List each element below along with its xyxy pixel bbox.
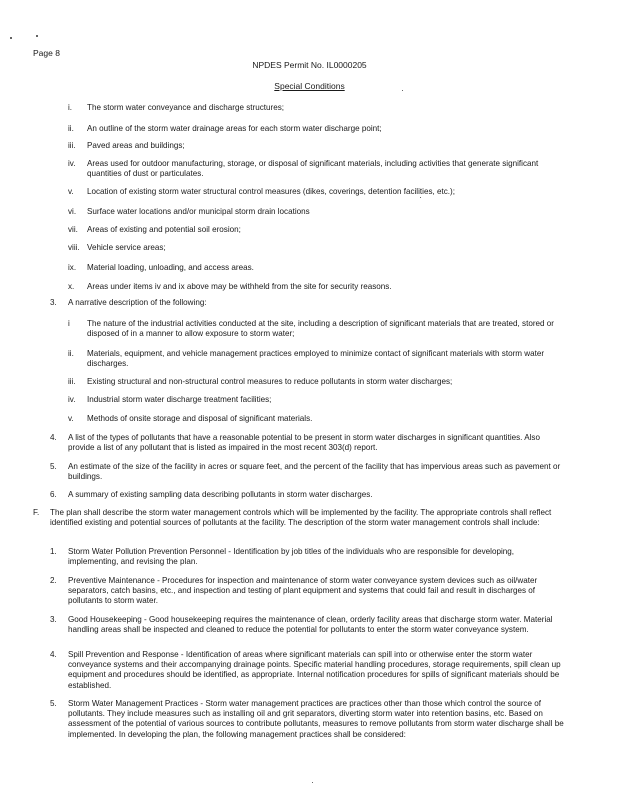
scan-speck	[36, 35, 38, 37]
list-item: Storm Water Pollution Prevention Personnel - Identification by job titles of the individuals who are responsible for developing, implementing, and revising the plan.	[68, 547, 514, 567]
list-item: Materials, equipment, and vehicle management practices employed to minimize contact of significant materials with storm water discharges.	[87, 349, 545, 369]
section-title: Special Conditions	[274, 81, 345, 91]
list-number: 6.	[50, 490, 57, 499]
list-item: Industrial storm water discharge treatment facilities;	[87, 395, 272, 404]
list-number: ii.	[68, 124, 74, 133]
list-number: v.	[68, 414, 74, 423]
list-item: An outline of the storm water drainage areas for each storm water discharge point;	[87, 124, 382, 133]
list-item: The nature of the industrial activities conducted at the site, including a description of significant materials that are treated, stored or disposed of in a manner to allow exposure to storm water;	[87, 319, 554, 339]
list-item: Material loading, unloading, and access areas.	[87, 263, 254, 272]
list-number: 4.	[50, 433, 57, 442]
list-number: 3.	[50, 615, 57, 624]
list-item: An estimate of the size of the facility in acres or square feet, and the percent of the facility that has impervious areas such as pavement or buildings.	[68, 462, 561, 482]
list-number: vi.	[68, 207, 77, 216]
list-item: Surface water locations and/or municipal storm drain locations	[87, 207, 310, 216]
list-item: Spill Prevention and Response - Identification of areas where significant materials can spill into or otherwise enter the storm water conveyance systems and their accompanying drainage points. Specific material handling procedures, storage requirements, spill clean up equipment and procedures should be identified, as appropriate. Internal notification procedures for spills of significant materials should be established.	[68, 650, 561, 690]
page-number: Page 8	[33, 48, 60, 58]
scan-speck	[312, 782, 313, 783]
list-item: A list of the types of pollutants that have a reasonable potential to be present in storm water discharges in significant quantities. Also provide a list of any pollutant that is listed as impaired in the most recent 303(d) report.	[68, 433, 540, 453]
list-number: 4.	[50, 650, 57, 659]
section-paragraph: The plan shall describe the storm water management controls which will be implemented by the facility. The appropriate controls shall reflect identified existing and potential sources of pollutants at the facility. The description of the storm water management controls shall include:	[50, 508, 552, 528]
list-item: Areas under items iv and ix above may be withheld from the site for security reasons.	[87, 282, 392, 291]
list-item: Methods of onsite storage and disposal of significant materials.	[87, 414, 313, 423]
list-number: iii.	[68, 141, 76, 150]
list-number: x.	[68, 282, 75, 291]
list-number: i.	[68, 103, 73, 112]
list-item: Areas used for outdoor manufacturing, storage, or disposal of significant materials, including activities that generate significant quantities of dust or particulates.	[87, 159, 539, 179]
list-number: iv.	[68, 159, 76, 168]
list-number: 2.	[50, 576, 57, 585]
list-number: 5.	[50, 462, 57, 471]
list-item: A narrative description of the following:	[68, 298, 207, 307]
list-number: 1.	[50, 547, 57, 556]
list-item: Paved areas and buildings;	[87, 141, 185, 150]
list-item: Location of existing storm water structural control measures (dikes, coverings, detention facilities, etc.);	[87, 187, 455, 196]
list-item: Areas of existing and potential soil erosion;	[87, 225, 241, 234]
list-number: F.	[33, 508, 40, 517]
list-number: v.	[68, 187, 74, 196]
list-item: Storm Water Management Practices - Storm water management practices are practices other than those which control the source of pollutants. They include measures such as installing oil and grit separators, diverting storm water into retention basins, etc. Based on assessment of the potential of various sources to contribute pollutants, measures to remove pollutants from storm water discharge shall be implemented. In developing the plan, the following management practices shall be considered:	[68, 699, 564, 739]
list-item: Preventive Maintenance - Procedures for inspection and maintenance of storm water conveyance system devices such as oil/water separators, catch basins, etc., and inspection and testing of plant equipment and systems that could fail and result in discharges of pollutants to storm water.	[68, 576, 538, 606]
list-number: viii.	[68, 243, 80, 252]
list-number: i	[68, 319, 70, 328]
list-number: iii.	[68, 377, 76, 386]
list-item: The storm water conveyance and discharge structures;	[87, 103, 285, 112]
permit-number: NPDES Permit No. IL0000205	[252, 60, 367, 70]
list-item: A summary of existing sampling data describing pollutants in storm water discharges.	[68, 490, 373, 499]
scan-speck	[10, 37, 12, 39]
list-number: vii.	[68, 225, 78, 234]
list-number: ix.	[68, 263, 77, 272]
list-number: 5.	[50, 699, 57, 708]
list-item: Vehicle service areas;	[87, 243, 166, 252]
list-item: Good Housekeeping - Good housekeeping requires the maintenance of clean, orderly facility areas that discharge storm water. Material handling areas shall be inspected and cleaned to reduce the potential for pollutants to enter the storm water conveyance system.	[68, 615, 553, 635]
list-number: 3.	[50, 298, 57, 307]
list-number: iv.	[68, 395, 76, 404]
list-item: Existing structural and non-structural control measures to reduce pollutants in storm water discharges;	[87, 377, 453, 386]
list-number: ii.	[68, 349, 74, 358]
